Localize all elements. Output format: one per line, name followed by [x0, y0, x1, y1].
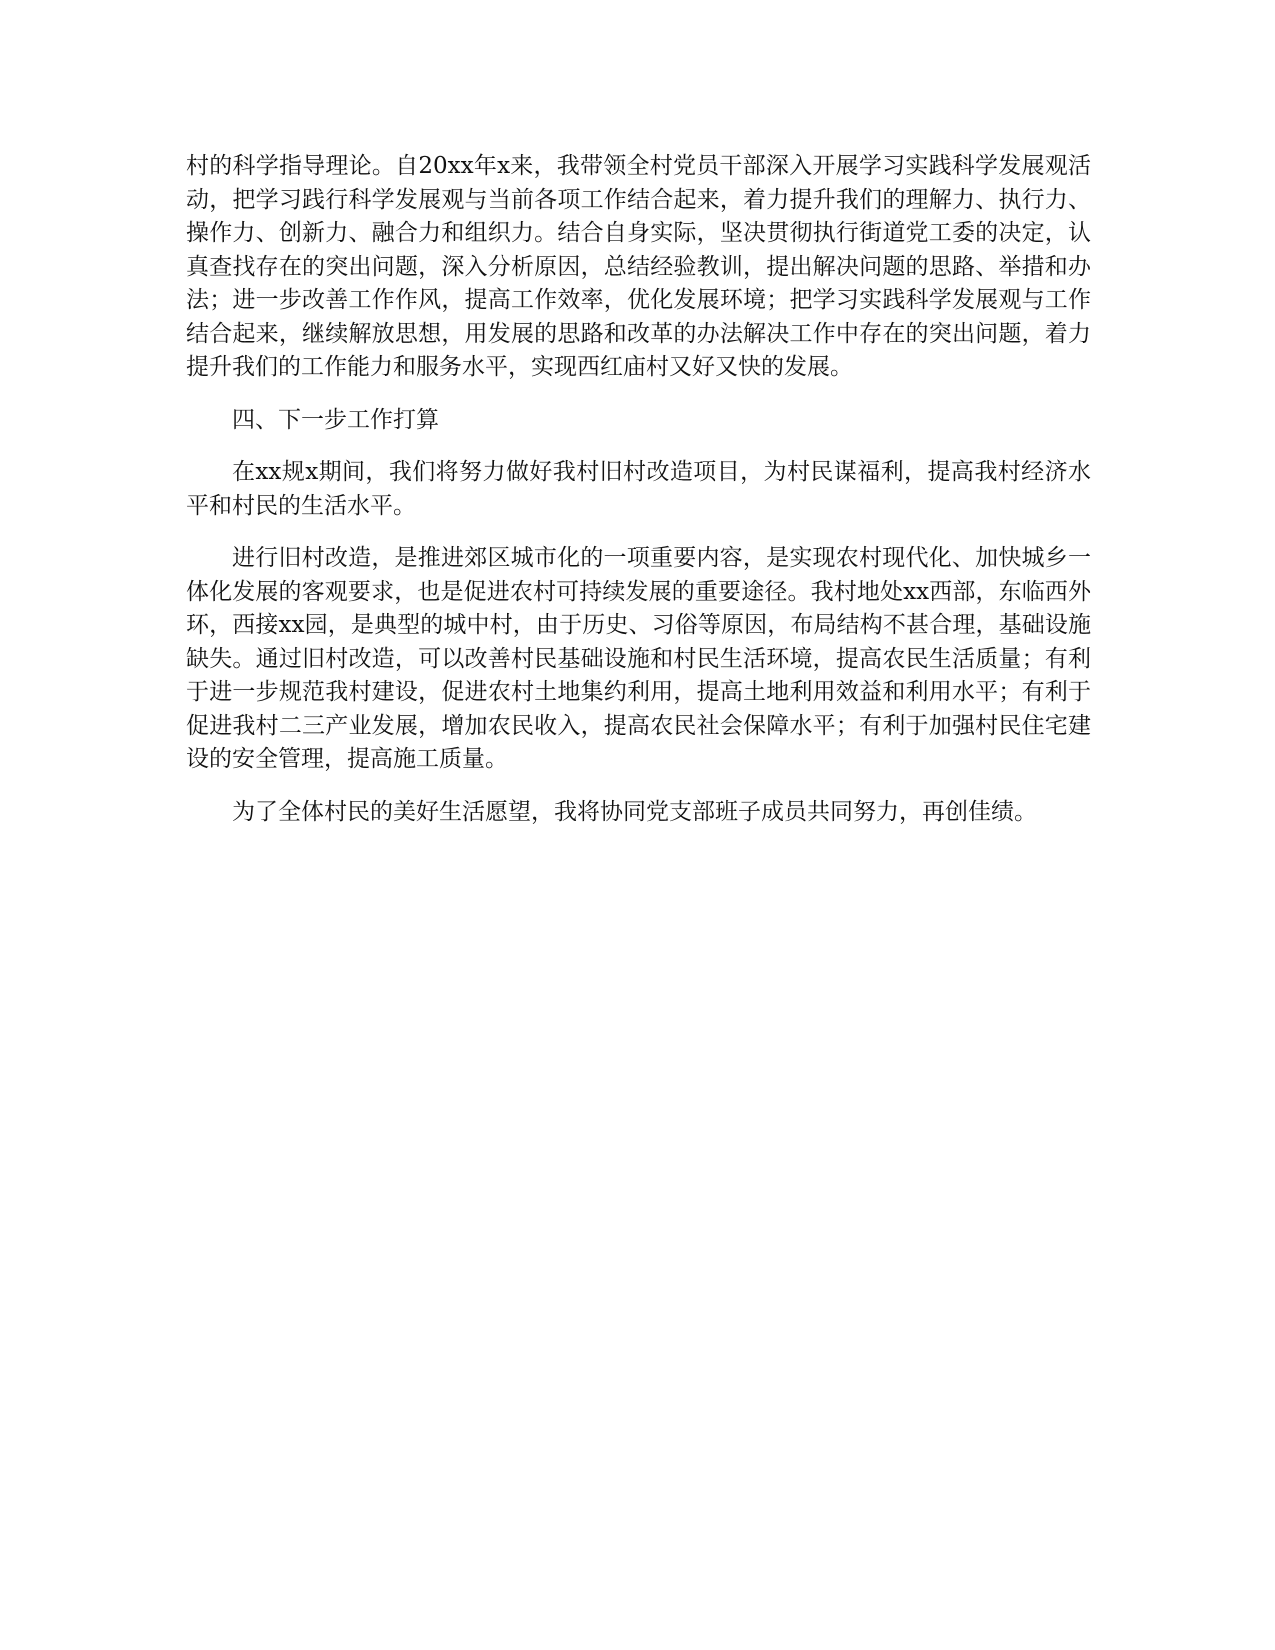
paragraph-closing: 为了全体村民的美好生活愿望，我将协同党支部班子成员共同努力，再创佳绩。 [232, 798, 1037, 825]
paragraph-renovation: 进行旧村改造，是推进郊区城市化的一项重要内容，是实现农村现代化、加快城乡一体化发展的客观要求，也是促进农村可持续发展的重要途径。我村地处xx西部，东临西外环，西接xx园，是典型的城中村，由于历史、习俗等原因，布局结构不甚合理，基础设施缺失。通过旧村改造，可以改善村民基础设施和村民生活环境，提高农民生活质量；有利于进一步规范我村建设，促进农村土地集约利用，提高土地利用效益和利用水平；有利于促进我村二三产业发展，增加农民收入，提高农民社会保障水平；有利于加强村民住宅建设的安全管理，提高施工质量。 [186, 545, 1091, 772]
section-heading: 四、下一步工作打算 [232, 406, 439, 433]
paragraph-plan: 在xx规x期间，我们将努力做好我村旧村改造项目，为村民谋福利，提高我村经济水平和村民的生活水平。 [186, 459, 1091, 519]
paragraph-continuation: 村的科学指导理论。自20xx年x来，我带领全村党员干部深入开展学习实践科学发展观活动，把学习践行科学发展观与当前各项工作结合起来，着力提升我们的理解力、执行力、操作力、创新力、融合力和组织力。结合自身实际，坚决贯彻执行街道党工委的决定，认真查找存在的突出问题，深入分析原因，总结经验教训，提出解决问题的思路、举措和办法；进一步改善工作作风，提高工作效率，优化发展环境；把学习实践科学发展观与工作结合起来，继续解放思想，用发展的思路和改革的办法解决工作中存在的突出问题，着力提升我们的工作能力和服务水平，实现西红庙村又好又快的发展。 [186, 153, 1091, 380]
document-body [186, 150, 1091, 848]
